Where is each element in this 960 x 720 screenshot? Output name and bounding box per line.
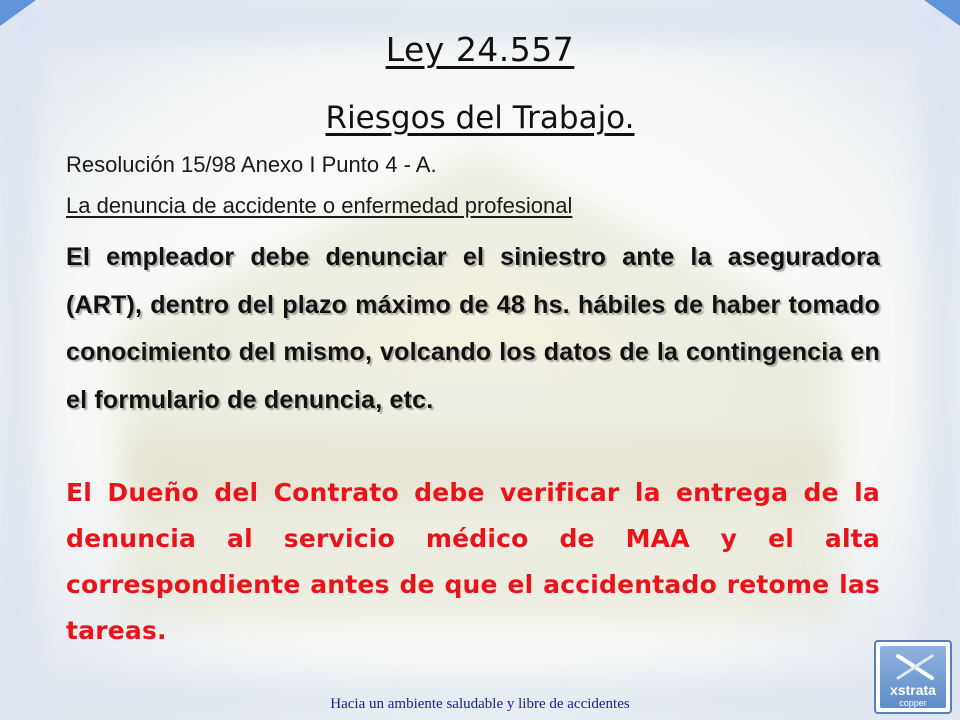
xstrata-logo [874, 640, 952, 714]
contract-owner-paragraph: El Dueño del Contrato debe verificar la entrega de la denuncia al servicio médico de MAA y el alta correspondiente antes de que el accidentado retome las tareas. [66, 478, 880, 645]
xstrata-mark-icon [894, 652, 936, 682]
slide-subtitle: Riesgos del Trabajo. [325, 100, 635, 136]
section-heading: La denuncia de accidente o enfermedad profesional [66, 193, 573, 218]
resolution-reference: Resolución 15/98 Anexo I Punto 4 - A. [66, 152, 437, 177]
logo-panel [880, 646, 946, 708]
logo-brand: xstrata [890, 682, 936, 698]
logo-tagline: copper [899, 698, 927, 708]
footer-slogan: Hacia un ambiente saludable y libre de accidentes [330, 696, 630, 712]
slide-title: Ley 24.557 [385, 30, 575, 69]
employer-paragraph: El empleador debe denunciar el siniestro ante la aseguradora (ART), dentro del plazo máximo de 48 hs. hábiles de haber tomado conocimiento del mismo, volcando los datos de la contingencia en el formulario de denuncia, etc. [66, 243, 880, 414]
